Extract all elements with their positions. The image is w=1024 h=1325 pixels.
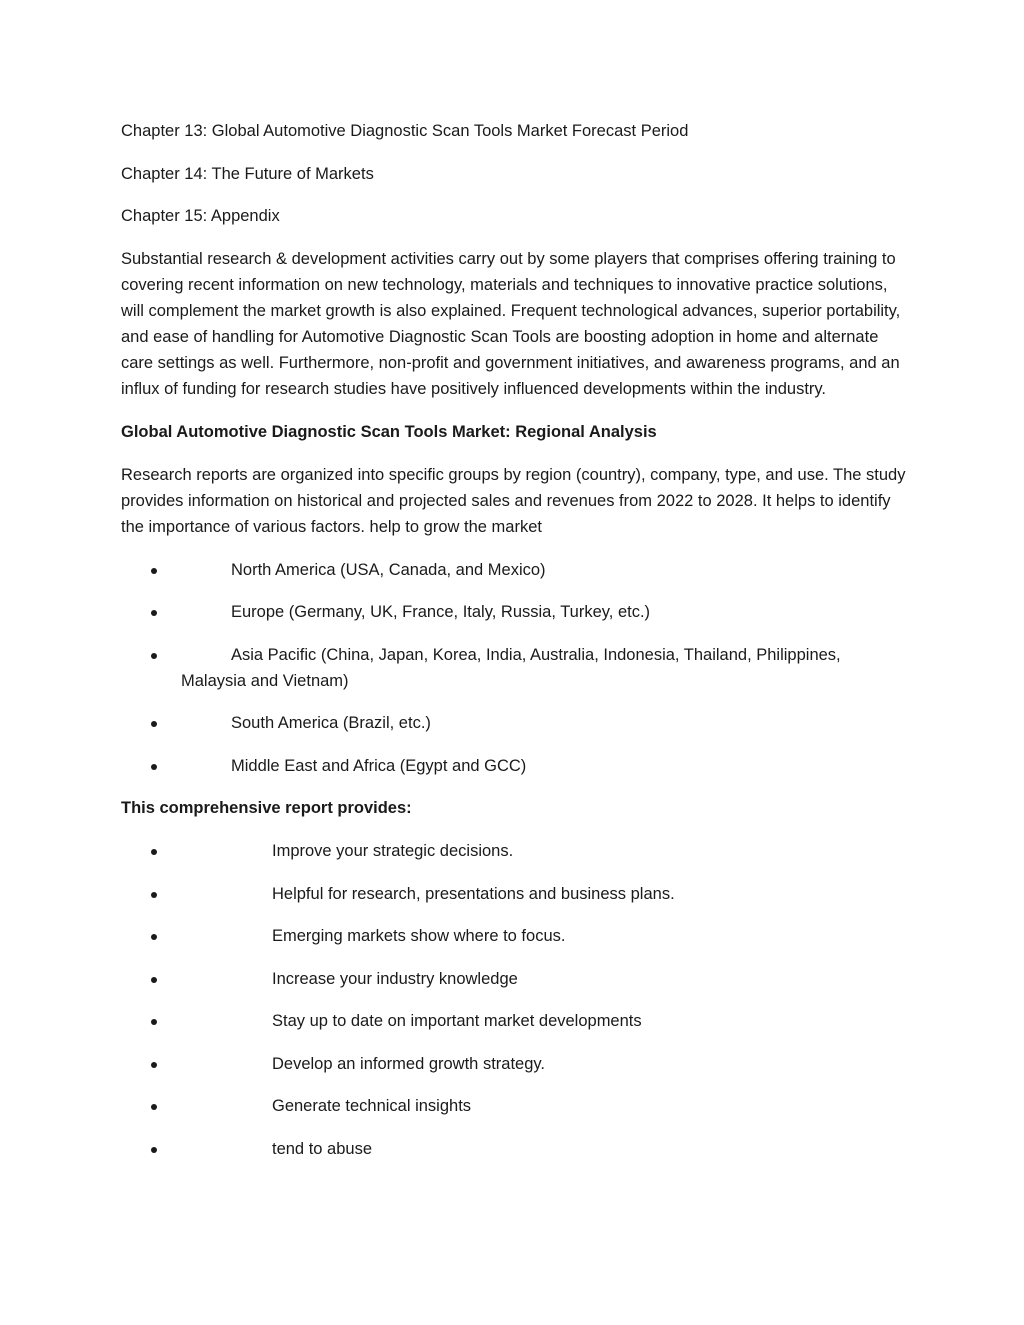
benefit-text: Improve your strategic decisions. — [272, 842, 514, 860]
list-item — [121, 1093, 906, 1119]
bullet-icon — [151, 1019, 157, 1025]
list-item — [121, 923, 906, 949]
report-provides-heading: This comprehensive report provides: — [121, 799, 412, 817]
benefit-text: Develop an informed growth strategy. — [272, 1054, 545, 1073]
list-item — [121, 1136, 906, 1162]
intro-paragraph: Substantial research & development activities carry out by some players that comprises offering training to covering recent information on new technology, materials and techniques to innovative practice solutions, will complement the market growth is also explained. Frequent technological advances, superior portability, and ease of handling for Automotive Diagnostic Scan Tools are boosting adoption in home and alternate care settings as well. Furthermore, non-profit and government initiatives, and awareness programs, and an influx of funding for research studies have positively influenced developments within the industry. — [121, 249, 901, 398]
bullet-icon — [151, 977, 157, 983]
bullet-icon — [151, 568, 157, 574]
benefit-text: Increase your industry knowledge — [272, 969, 518, 988]
bullet-icon — [151, 1104, 157, 1110]
region-text: Asia Pacific (China, Japan, Korea, India, Australia, Indonesia, Thailand, Philippines, Malaysia and Vietnam) — [181, 645, 841, 690]
bullet-icon — [151, 764, 157, 770]
bullet-icon — [151, 610, 157, 616]
bullet-icon — [151, 653, 157, 659]
regional-paragraph: Research reports are organized into specific groups by region (country), company, type, and use. The study provides information on historical and projected sales and revenues from 2022 to 2028. It helps to identify the importance of various factors. help to grow the market — [121, 465, 906, 536]
list-item — [121, 599, 906, 625]
bullet-icon — [151, 849, 157, 855]
list-item — [121, 881, 906, 907]
bullet-icon — [151, 1147, 157, 1153]
region-text: Europe (Germany, UK, France, Italy, Russia, Turkey, etc.) — [231, 603, 651, 621]
regional-analysis-heading: Global Automotive Diagnostic Scan Tools Market: Regional Analysis — [121, 422, 657, 441]
regions-list — [121, 557, 906, 779]
bullet-icon — [151, 721, 157, 727]
list-item — [121, 966, 906, 992]
bullet-icon — [151, 892, 157, 898]
chapter-14-line: Chapter 14: The Future of Markets — [121, 164, 374, 183]
benefit-text: Emerging markets show where to focus. — [272, 927, 566, 945]
region-text: Middle East and Africa (Egypt and GCC) — [231, 756, 527, 775]
chapter-15-line: Chapter 15: Appendix — [121, 207, 280, 225]
benefit-text: tend to abuse — [272, 1139, 372, 1158]
benefit-text: Generate technical insights — [272, 1097, 472, 1115]
list-item — [121, 838, 906, 864]
list-item — [121, 642, 906, 694]
list-item — [121, 753, 906, 779]
document-content — [121, 118, 906, 1178]
bullet-icon — [151, 1062, 157, 1068]
list-item — [121, 1051, 906, 1077]
list-item — [121, 557, 906, 583]
list-item — [121, 710, 906, 736]
list-item — [121, 1008, 906, 1034]
bullet-icon — [151, 934, 157, 940]
region-text: North America (USA, Canada, and Mexico) — [231, 560, 546, 579]
benefits-list — [121, 838, 906, 1162]
chapter-13-line: Chapter 13: Global Automotive Diagnostic Scan Tools Market Forecast Period — [121, 122, 689, 140]
benefit-text: Stay up to date on important market developments — [272, 1012, 642, 1030]
benefit-text: Helpful for research, presentations and business plans. — [272, 884, 675, 903]
region-text: South America (Brazil, etc.) — [231, 714, 431, 732]
